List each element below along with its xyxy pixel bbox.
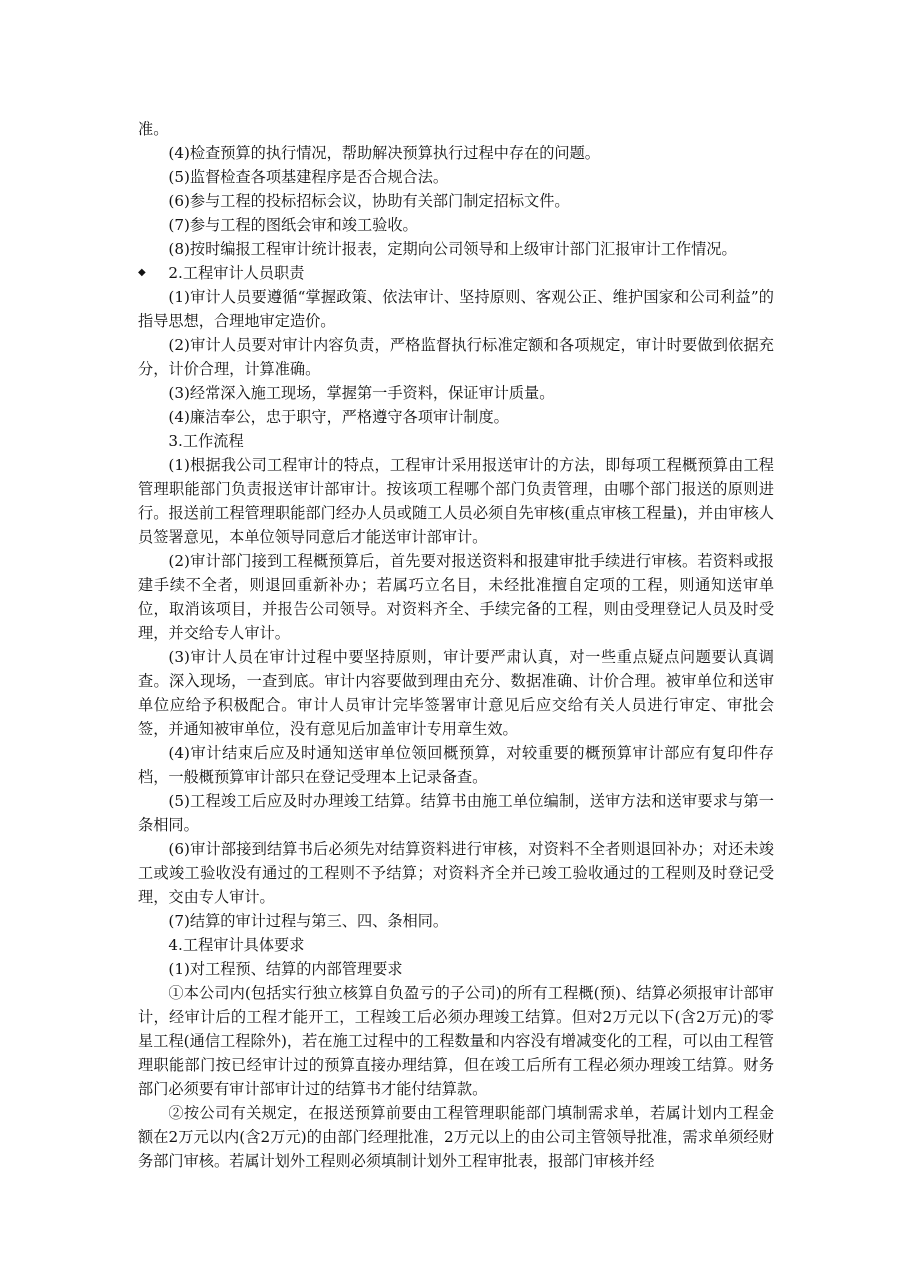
paragraph: (3)审计人员在审计过程中要坚持原则，审计要严肃认真，对一些重点疑点问题要认真调查。深入现场，一查到底。审计内容要做到理由充分、数据准确、计价合理。被审单位和送审单位应给予积极配合。审计人员审计完毕签署审计意见后应交给有关人员进行审定、审批会签，并通知被审单位，没有意见后加盖审计专用章生效。 xyxy=(138,648,774,738)
paragraph: 3.工作流程 xyxy=(168,432,244,450)
paragraph: ①本公司内(包括实行独立核算自负盈亏的子公司)的所有工程概(预)、结算必须报审计部审计，经审计后的工程才能开工，工程竣工后必须办理竣工结算。但对2万元以下(含2万元)的零星工程(通信工程除外)，若在施工过程中的工程数量和内容没有增减变化的工程，可以由工程管理职能部门按已经审计过的预算直接办理结算，但在竣工后所有工程必须办理竣工结算。财务部门必须要有审计部审计过的结算书才能付结算款。 xyxy=(138,984,774,1098)
paragraph: ②按公司有关规定，在报送预算前要由工程管理职能部门填制需求单，若属计划内工程金额在2万元以内(含2万元)的由部门经理批准，2万元以上的由公司主管领导批准，需求单须经财务部门审核。若属计划外工程则必须填制计划外工程审批表，报部门审核并经 xyxy=(138,1104,774,1170)
paragraph: (7)参与工程的图纸会审和竣工验收。 xyxy=(168,216,418,234)
paragraph: (6)审计部接到结算书后必须先对结算资料进行审核，对资料不全者则退回补办；对还未竣工或竣工验收没有通过的工程则不予结算；对资料齐全并已竣工验收通过的工程则及时登记受理，交由专人审计。 xyxy=(138,840,774,906)
paragraph: (5)工程竣工后应及时办理竣工结算。结算书由施工单位编制，送审方法和送审要求与第一条相同。 xyxy=(138,792,774,834)
paragraph: (7)结算的审计过程与第三、四、条相同。 xyxy=(168,912,449,930)
paragraph: 4.工程审计具体要求 xyxy=(168,936,305,954)
document-body xyxy=(138,117,774,1173)
diamond-bullet-icon: ◆ xyxy=(138,267,146,278)
paragraph: (8)按时编报工程审计统计报表，定期向公司领导和上级审计部门汇报审计工作情况。 xyxy=(168,240,737,258)
paragraph: (4)检查预算的执行情况，帮助解决预算执行过程中存在的问题。 xyxy=(168,144,600,162)
section-heading-bulleted xyxy=(138,261,774,285)
paragraph: (5)监督检查各项基建程序是否合规合法。 xyxy=(168,168,449,186)
paragraph: (2)审计人员要对审计内容负责，严格监督执行标准定额和各项规定，审计时要做到依据充分，计价合理，计算准确。 xyxy=(138,336,774,378)
paragraph: (6)参与工程的投标招标会议，协助有关部门制定招标文件。 xyxy=(168,192,570,210)
paragraph: (1)对工程预、结算的内部管理要求 xyxy=(168,960,403,978)
section-heading-text: 2.工程审计人员职责 xyxy=(168,264,305,282)
paragraph: (3)经常深入施工现场，掌握第一手资料，保证审计质量。 xyxy=(168,384,555,402)
paragraph: 准。 xyxy=(138,120,169,138)
paragraph: (2)审计部门接到工程概预算后，首先要对报送资料和报建审批手续进行审核。若资料或报建手续不全者，则退回重新补办；若属巧立名目，未经批准擅自定项的工程，则通知送审单位，取消该项目，并报告公司领导。对资料齐全、手续完备的工程，则由受理登记人员及时受理，并交给专人审计。 xyxy=(138,552,774,642)
paragraph: (4)审计结束后应及时通知送审单位领回概预算，对较重要的概预算审计部应有复印件存档，一般概预算审计部只在登记受理本上记录备查。 xyxy=(138,744,774,786)
paragraph: (1)审计人员要遵循“掌握政策、依法审计、坚持原则、客观公正、维护国家和公司利益”的指导思想，合理地审定造价。 xyxy=(138,288,774,330)
paragraph: (4)廉洁奉公，忠于职守，严格遵守各项审计制度。 xyxy=(168,408,509,426)
paragraph: (1)根据我公司工程审计的特点，工程审计采用报送审计的方法，即每项工程概预算由工程管理职能部门负责报送审计部审计。按该项工程哪个部门负责管理，由哪个部门报送的原则进行。报送前工程管理职能部门经办人员或随工人员必须自先审核(重点审核工程量)，并由审核人员签署意见，本单位领导同意后才能送审计部审计。 xyxy=(138,456,774,546)
